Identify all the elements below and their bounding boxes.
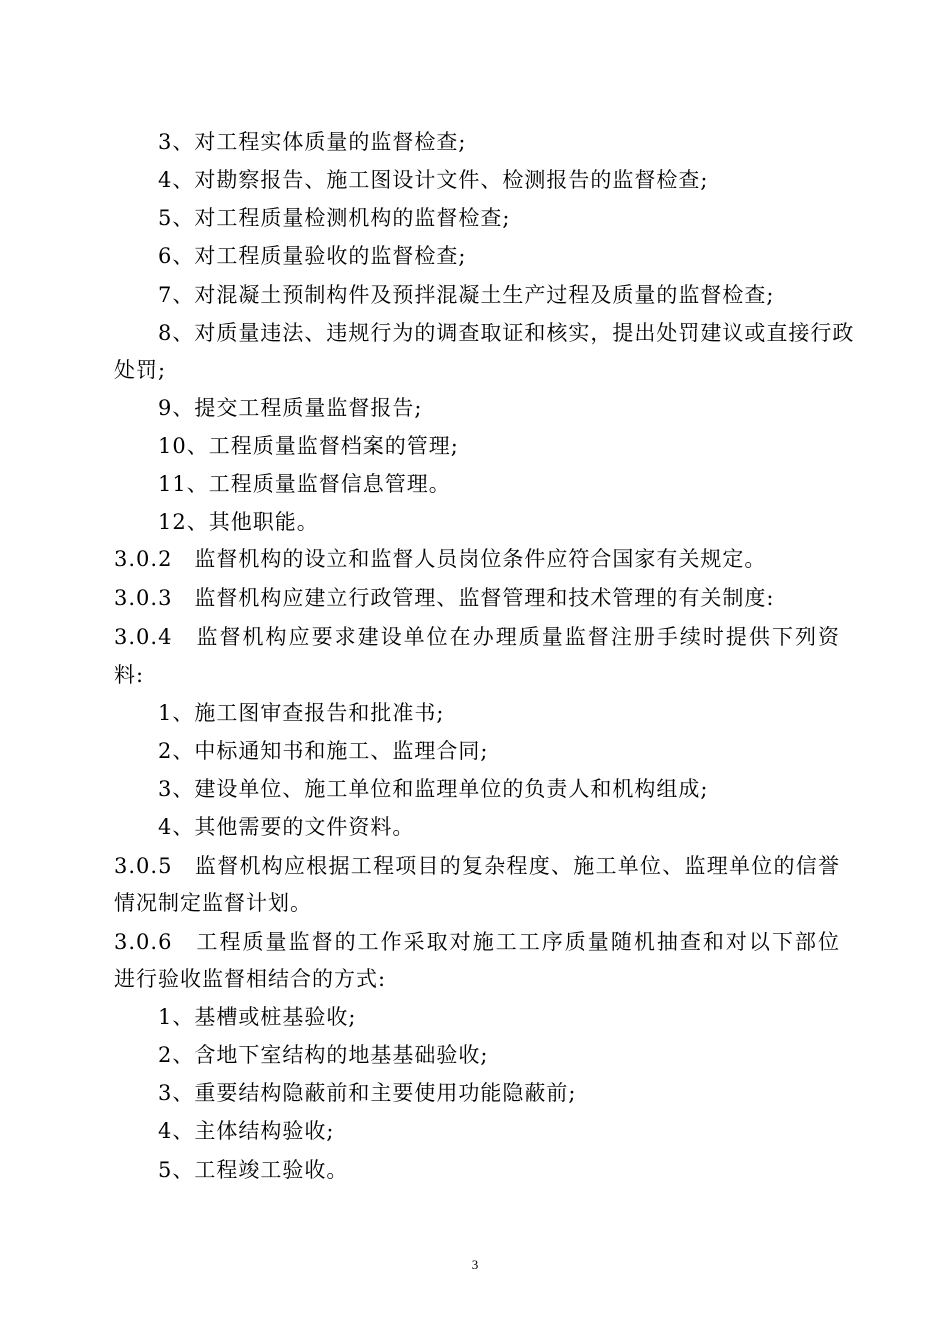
list-item: 2、中标通知书和施工、监理合同; [158,739,489,763]
clause-3-0-2: 3.0.2 监督机构的设立和监督人员岗位条件应符合国家有关规定。 [114,547,767,571]
clause-3-0-5: 3.0.5 监督机构应根据工程项目的复杂程度、施工单位、监理单位的信誉 [114,854,840,878]
list-item: 4、其他需要的文件资料。 [158,815,415,839]
list-item: 2、含地下室结构的地基基础验收; [158,1043,489,1067]
list-item: 10、工程质量监督档案的管理; [158,434,459,458]
clause-continuation: 料: [114,663,145,687]
list-item: 9、提交工程质量监督报告; [158,396,423,420]
list-item: 5、对工程质量检测机构的监督检查; [158,206,511,230]
clause-3-0-6: 3.0.6 工程质量监督的工作采取对施工工序质量随机抽查和对以下部位 [114,930,840,954]
list-item: 12、其他职能。 [158,510,319,534]
list-item: 3、对工程实体质量的监督检查; [158,130,467,154]
list-item-continuation: 处罚; [114,358,167,382]
page-number: 3 [471,1257,479,1272]
list-item: 6、对工程质量验收的监督检查; [158,244,467,268]
clause-3-0-3: 3.0.3 监督机构应建立行政管理、监督管理和技术管理的有关制度: [114,586,775,610]
clause-continuation: 进行验收监督相结合的方式: [114,967,387,991]
list-item: 3、重要结构隐蔽前和主要使用功能隐蔽前; [158,1081,577,1105]
list-item: 8、对质量违法、违规行为的调查取证和核实，提出处罚建议或直接行政 [158,321,855,345]
list-item: 4、主体结构验收; [158,1119,335,1143]
list-item: 11、工程质量监督信息管理。 [158,472,451,496]
list-item: 4、对勘察报告、施工图设计文件、检测报告的监督检查; [158,168,709,192]
list-item: 5、工程竣工验收。 [158,1158,349,1182]
clause-3-0-4: 3.0.4 监督机构应要求建设单位在办理质量监督注册手续时提供下列资 [114,625,840,649]
list-item: 1、施工图审查报告和批准书; [158,701,445,725]
clause-continuation: 情况制定监督计划。 [114,891,312,915]
list-item: 1、基槽或桩基验收; [158,1005,357,1029]
list-item: 7、对混凝土预制构件及预拌混凝土生产过程及质量的监督检查; [158,283,775,307]
list-item: 3、建设单位、施工单位和监理单位的负责人和机构组成; [158,777,709,801]
